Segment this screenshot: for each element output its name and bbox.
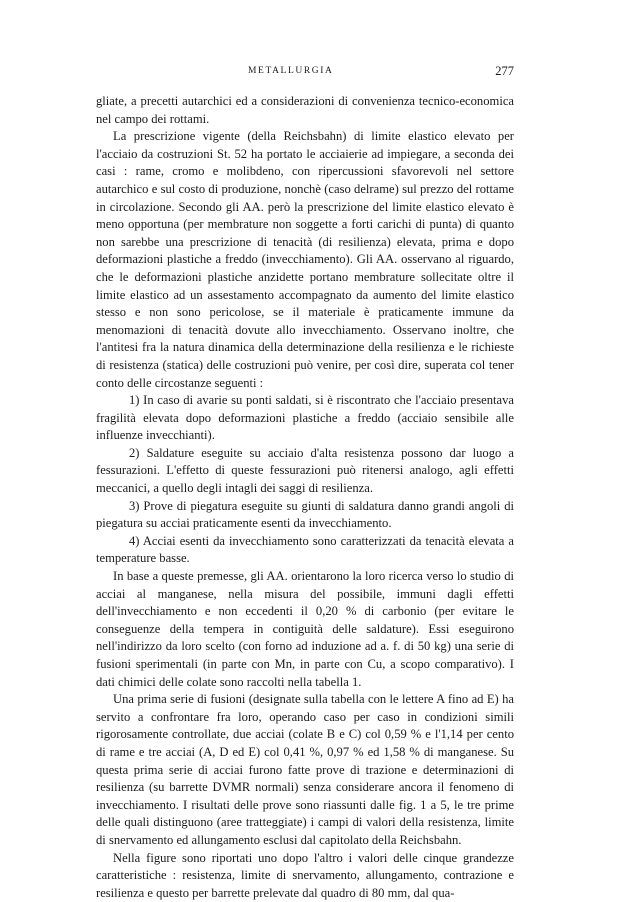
body-text — [96, 93, 514, 902]
running-header — [96, 64, 514, 82]
list-item-4: 4) Acciai esenti da invecchiamento sono caratterizzati da tenacità elevata a temperature basse. — [96, 533, 514, 566]
paragraph-research: In base a queste premesse, gli AA. orientarono la loro ricerca verso lo studio di acciai al manganese, nella misura del possibile, immuni dagli effetti dell'invecchiamento e non eccedenti il 0,20 % di carbonio (per evitare le conseguenze della tempera in contiguità delle saldature). Essi eseguirono nell'indirizzo da loro scelto (con forno ad induzione ad a. f. di 50 kg) una serie di fusioni sperimentali (in parte con Mn, in parte con Cu, a scopo comparativo). I dati chimici delle colate sono raccolti nella tabella 1. — [96, 569, 514, 689]
list-item-3: 3) Prove di piegatura eseguite su giunti di saldatura danno grandi angoli di piegatura su acciai praticamente esenti da invecchiamento. — [96, 498, 514, 531]
running-title: METALLURGIA — [248, 66, 334, 76]
list-item-2: 2) Saldature eseguite su acciaio d'alta resistenza possono dar luogo a fessurazioni. L'effetto di queste fessurazioni può ritenersi analogo, agli effetti meccanici, a quello degli intagli dei saggi di resilienza. — [96, 445, 514, 496]
paragraph-first-series: Una prima serie di fusioni (designate sulla tabella con le lettere A fino ad E) ha servito a confrontare fra loro, operando caso per caso in condizioni simili rigorosamente controllate, due acciai (colate B e C) col 0,59 % e l'1,14 per cento di rame e tre acciai (A, D ed E) col 0,41 %, 0,97 % ed 1,58 % di manganese. Su questa prima serie di acciai furono fatte prove di trazione e determinazioni di resilienza (su barrette DVMR normali) senza considerare ancora il fenomeno di invecchiamento. I risultati delle prove sono riassunti dalle fig. 1 a 5, le tre prime delle quali distinguono (aree tratteggiate) i campi di valori della resistenza, limite di snervamento ed allungamento esclusi dal capitolato della Reichsbahn. — [96, 692, 514, 847]
paragraph-figures: Nella figure sono riportati uno dopo l'altro i valori delle cinque grandezze caratteristiche : resistenza, limite di snervamento, allungamento, contrazione e resilienza e questo per barrette prelevate dal quadro di 80 mm, dal qua- — [96, 850, 514, 900]
paragraph-prescription: La prescrizione vigente (della Reichsbahn) di limite elastico elevato per l'acciaio da costruzioni St. 52 ha portato le acciaierie ad impiegare, a seconda dei casi : rame, cromo e molibdeno, con ripercussioni sfavorevoli nel settore autarchico e sul costo di produzione, nonchè (caso delrame) sul prezzo del rottame in circolazione. Secondo gli AA. però la prescrizione del limite elastico elevato è meno opportuna (per membrature non soggette a forti carichi di punta) di quanto non sarebbe una prescrizione di tenacità (di resilienza) elevata, prima e dopo deformazioni plastiche a freddo (invecchiamento). Gli AA. osservano al riguardo, che le deformazioni plastiche anzidette portano membrature sollecitate oltre il limite elastico ad un assestamento accompagnato da aumento del limite elastico stesso e non sono pericolose, se il materiale è praticamente immune da menomazioni di tenacità dovute allo invecchiamento. Osservano inoltre, che l'antitesi fra la natura dinamica della determinazione della resilienza e le richieste di resistenza (statica) delle costruzioni può venire, per così dire, superata col tener conto delle circostanze seguenti : — [96, 129, 514, 390]
paragraph-continuation: gliate, a precetti autarchici ed a considerazioni di convenienza tecnico-economica nel campo dei rottami. — [96, 94, 514, 126]
page-number: 277 — [495, 64, 514, 78]
list-item-1: 1) In caso di avarie su ponti saldati, si è riscontrato che l'acciaio presentava fragilità elevata dopo deformazioni plastiche a freddo (acciaio sensibile alle influenze invecchianti). — [96, 393, 514, 443]
